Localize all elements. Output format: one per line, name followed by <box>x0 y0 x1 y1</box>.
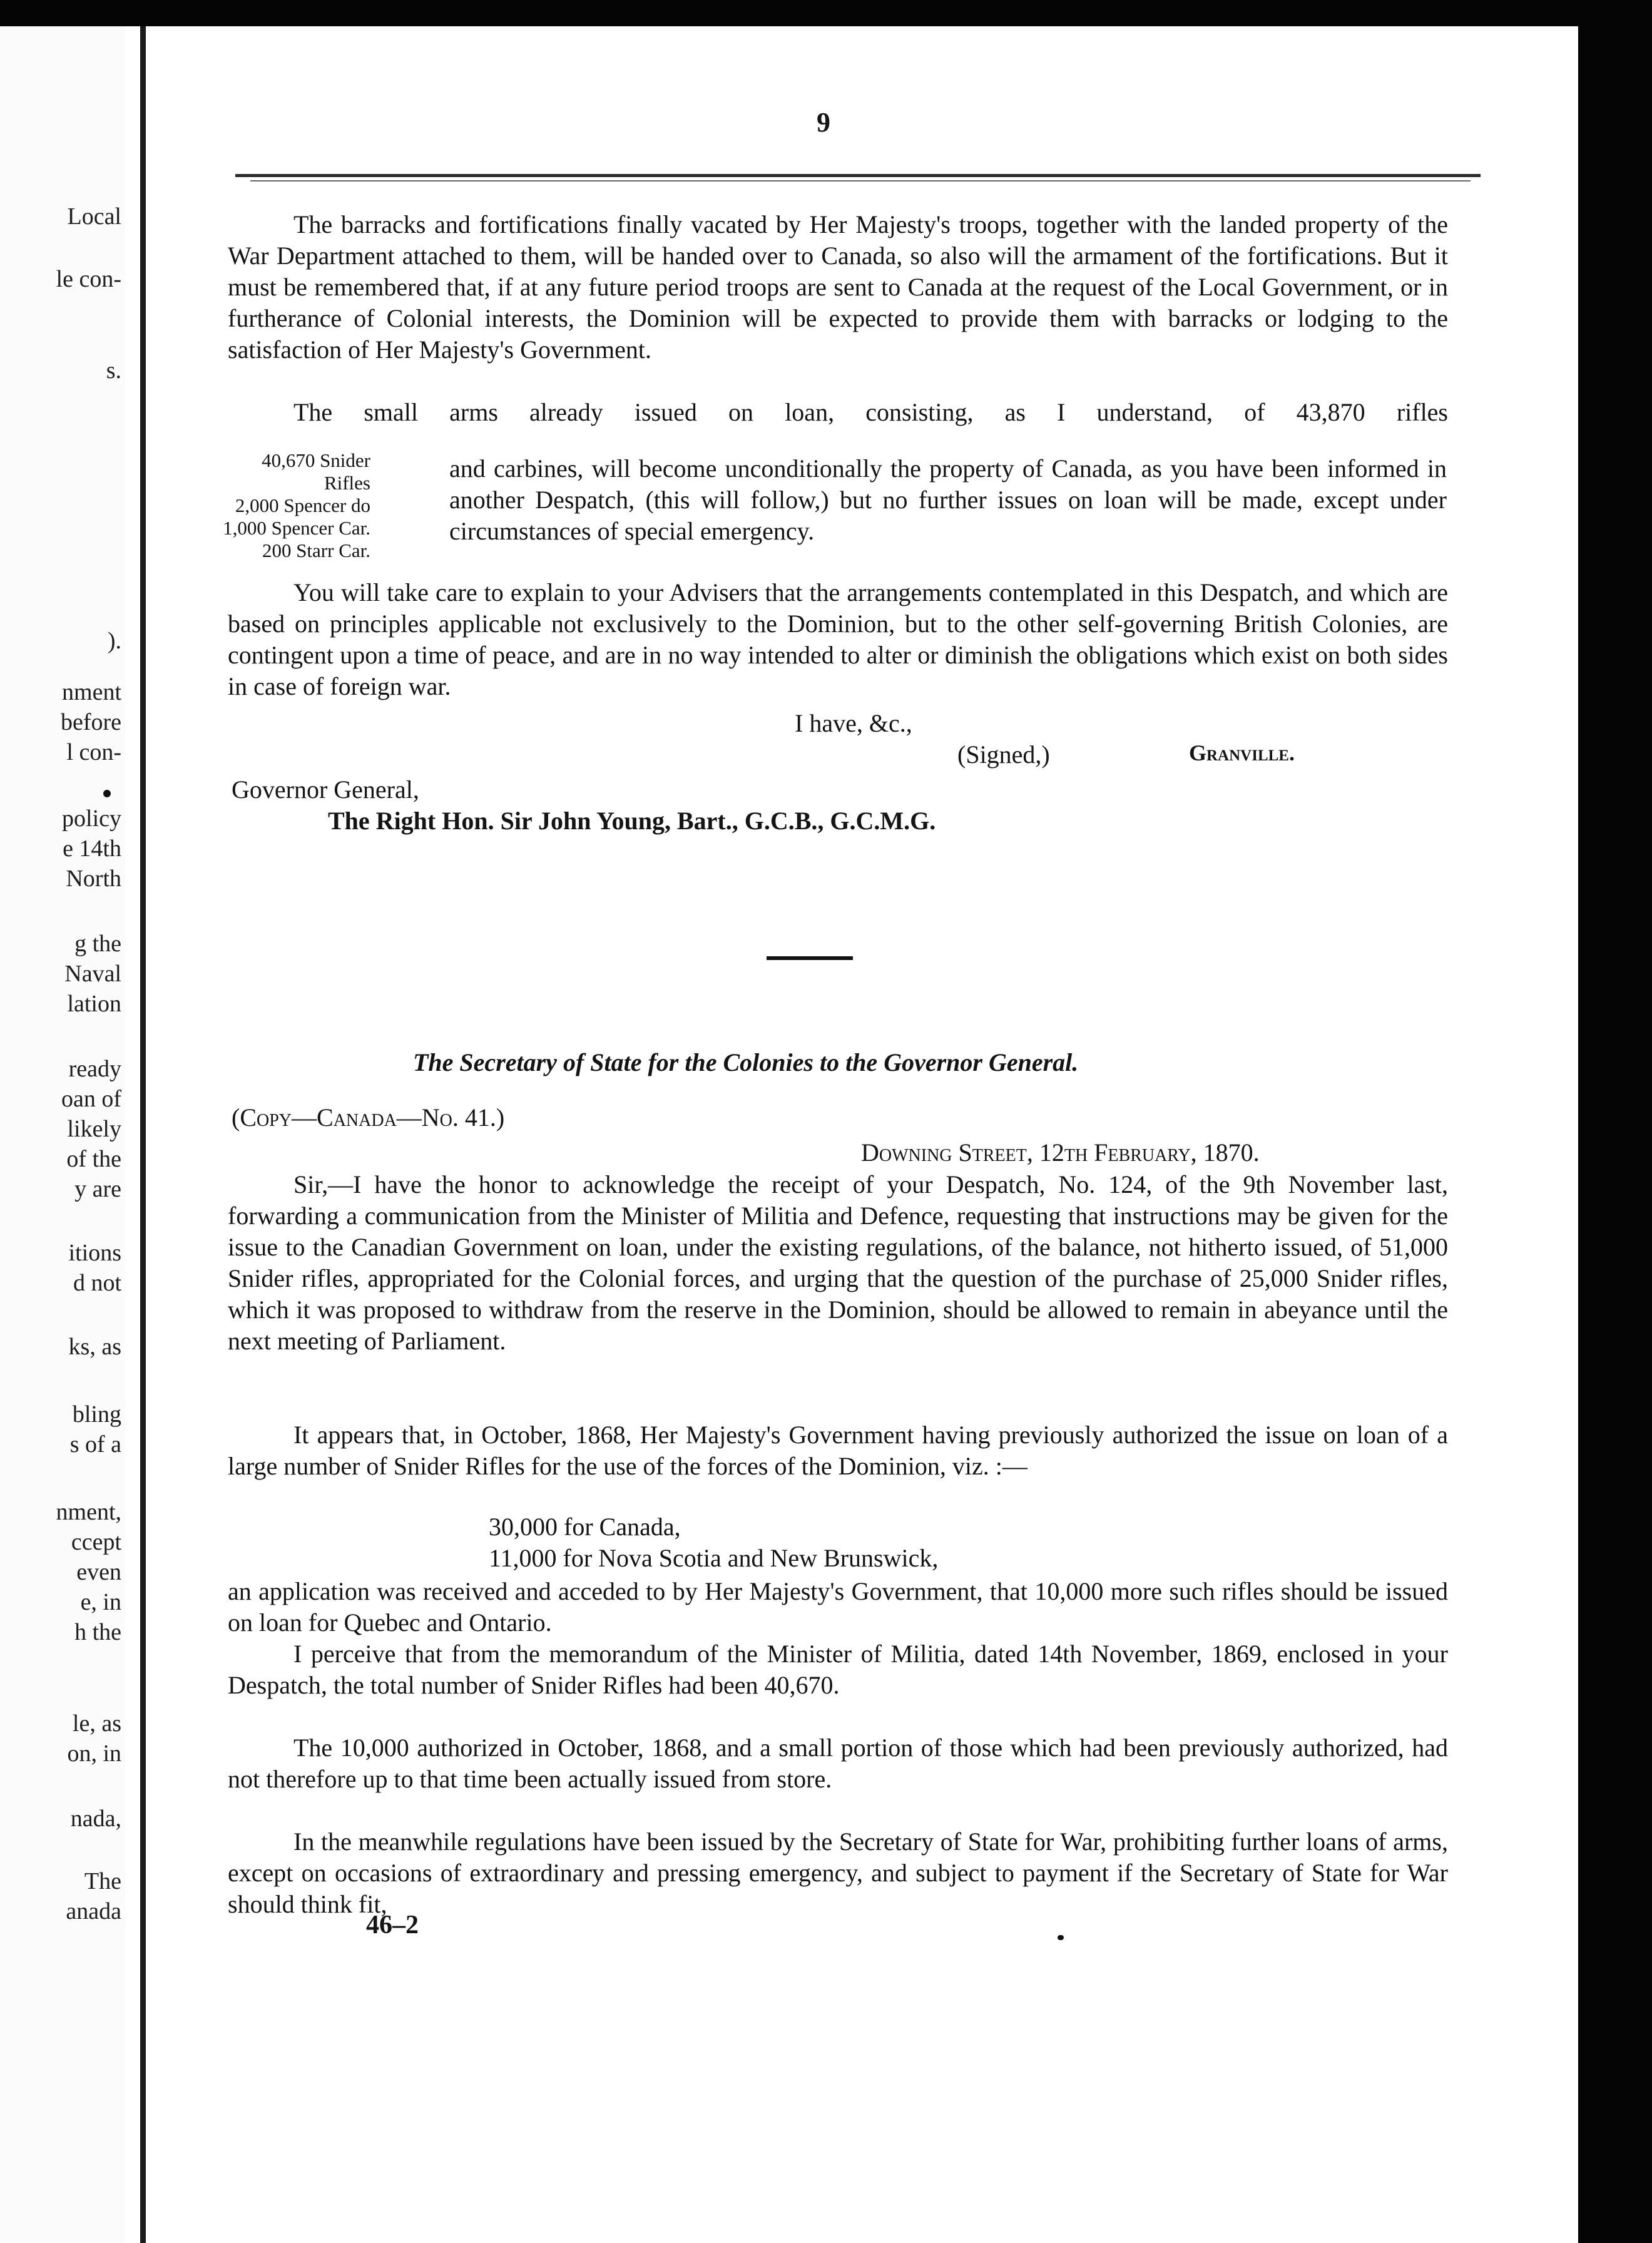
prev-page-text: nada, <box>70 1806 121 1832</box>
paragraph-small-arms-lead: The small arms already issued on loan, consisting, as I understand, of 43,870 rifles <box>293 398 1448 426</box>
prev-page-text: even <box>76 1559 121 1585</box>
list-item-canada: 30,000 for Canada, <box>489 1513 681 1541</box>
prev-page-text: ks, as <box>68 1334 121 1360</box>
paragraph-small-arms-cont: and carbines, will become unconditionally the property of Canada, as you have been informed in another Despatch, (this will follow,) but no further issues on loan will be made, except under circumstances of special emergency. <box>449 454 1447 545</box>
paragraph-regulations: In the meanwhile regulations have been issued by the Secretary of State for War, prohibiting further loans of arms, except on occasions of extraordinary and pressing emergency, and subject to payment if the Secretary of State for War should think fit, <box>228 1827 1448 1918</box>
prev-page-text: ready <box>68 1056 121 1082</box>
prev-page-text: nment <box>62 679 121 705</box>
prev-page-text: ). <box>107 628 121 654</box>
previous-page-strip <box>0 26 125 2243</box>
prev-page-text: Local <box>67 203 121 230</box>
prev-page-text: e, in <box>80 1589 121 1615</box>
scan-border-top <box>0 0 1652 26</box>
prev-page-text: lation <box>67 991 121 1017</box>
prev-page-text: policy <box>62 805 121 832</box>
dateline: Downing Street, 12th February, 1870. <box>861 1138 1260 1167</box>
prev-page-text: on, in <box>67 1740 121 1767</box>
prev-page-text: le, as <box>72 1710 121 1737</box>
prev-page-text: h the <box>74 1619 121 1645</box>
prev-page-text: The <box>84 1868 121 1894</box>
page-number: 9 <box>817 107 830 138</box>
prev-page-text: s. <box>106 357 121 384</box>
list-item-nova-scotia: 11,000 for Nova Scotia and New Brunswick, <box>489 1544 939 1572</box>
prev-page-text: anada <box>66 1898 121 1924</box>
prev-page-text: North <box>66 866 121 892</box>
addressee-title: Governor General, <box>232 775 419 804</box>
paragraph-authorized: The 10,000 authorized in October, 1868, and a small portion of those which had been previously authorized, had not therefore up to that time been actually issued from store. <box>228 1734 1448 1793</box>
prev-page-text: l con- <box>66 739 121 765</box>
paragraph-application: an application was received and acceded to by Her Majesty's Government, that 10,000 more such rifles should be issued on loan for Quebec and Ontario. <box>228 1577 1448 1637</box>
prev-page-text: s of a <box>69 1431 121 1458</box>
ink-speck <box>1058 1935 1064 1940</box>
closing-i-have: I have, &c., <box>795 709 912 737</box>
paragraph-it-appears: It appears that, in October, 1868, Her Majesty's Government having previously authorized the issue on loan of a large number of Snider Rifles for the use of the forces of the Dominion, viz. :— <box>228 1421 1448 1480</box>
prev-page-text: le con- <box>56 266 121 292</box>
prev-page-text: bling <box>72 1401 121 1428</box>
header-rule-thin <box>250 180 1471 181</box>
prev-page-text: itions <box>68 1240 121 1266</box>
prev-page-text: d not <box>73 1270 121 1296</box>
document-page <box>150 26 1578 2243</box>
prev-page-text: before <box>60 709 121 735</box>
paragraph-sir: Sir,—I have the honor to acknowledge the receipt of your Despatch, No. 124, of the 9th November last, forwarding a communication from the Minister of Militia and Defence, requesting that instructions may be given for the issue to the Canadian Government on loan, under the existing regulations, of the balance, not hitherto issued, of 51,000 Snider rifles, appropriated for the Colonial forces, and urging that the question of the purchase of 25,000 Snider rifles, which it was proposed to withdraw from the reserve in the Dominion, should be allowed to remain in abeyance until the next meeting of Parliament. <box>228 1170 1448 1355</box>
prev-page-text: of the <box>66 1146 121 1172</box>
paragraph-barracks: The barracks and fortifications finally vacated by Her Majesty's troops, together with the landed property of the War Department attached to them, will be handed over to Canada, so also will the armament of the fortifications. But it must be remembered that, if at any future period troops are sent to Canada at the request of the Local Government, or in furtherance of Colonial interests, the Dominion will be expected to provide them with barracks or lodging to the satisfaction of Her Majesty's Government. <box>228 210 1448 364</box>
prev-page-text: g the <box>74 931 121 957</box>
signatory-name: Granville. <box>1189 740 1295 765</box>
prev-page-text: y are <box>74 1176 121 1202</box>
signature-mark: 46–2 <box>366 1911 419 1939</box>
section-heading: The Secretary of State for the Colonies to the Governor General. <box>413 1048 1079 1076</box>
copy-reference: (Copy—Canada—No. 41.) <box>232 1103 505 1132</box>
prev-page-text: likely <box>67 1116 121 1142</box>
header-rule <box>235 174 1481 177</box>
prev-page-text: nment, <box>56 1499 121 1525</box>
prev-page-text: ccept <box>71 1529 121 1555</box>
section-divider <box>767 956 853 960</box>
prev-page-text: e 14th <box>63 835 121 862</box>
paragraph-advisers: You will take care to explain to your Advisers that the arrangements contemplated in this Despatch, and which are based on principles applicable not exclusively to the Dominion, but to the other self-governing British Colonies, are contingent upon a time of peace, and are in no way intended to alter or diminish the obligations which exist on both sides in case of foreign war. <box>228 578 1448 700</box>
prev-page-text: Naval <box>64 961 121 987</box>
margin-note-arms: 40,670 Snider Rifles 2,000 Spencer do 1,000 Spencer Car. 200 Starr Car. <box>223 449 370 561</box>
book-gutter <box>140 26 146 2243</box>
addressee-name: The Right Hon. Sir John Young, Bart., G.C.B., G.C.M.G. <box>328 807 936 835</box>
ink-speck <box>103 790 111 797</box>
paragraph-memorandum: I perceive that from the memorandum of the Minister of Militia, dated 14th November, 1869, enclosed in your Despatch, the total number of Snider Rifles had been 40,670. <box>228 1640 1448 1699</box>
scan-border-right <box>1578 0 1652 2243</box>
closing-signed: (Signed,) <box>957 740 1050 769</box>
prev-page-text: oan of <box>61 1086 121 1112</box>
